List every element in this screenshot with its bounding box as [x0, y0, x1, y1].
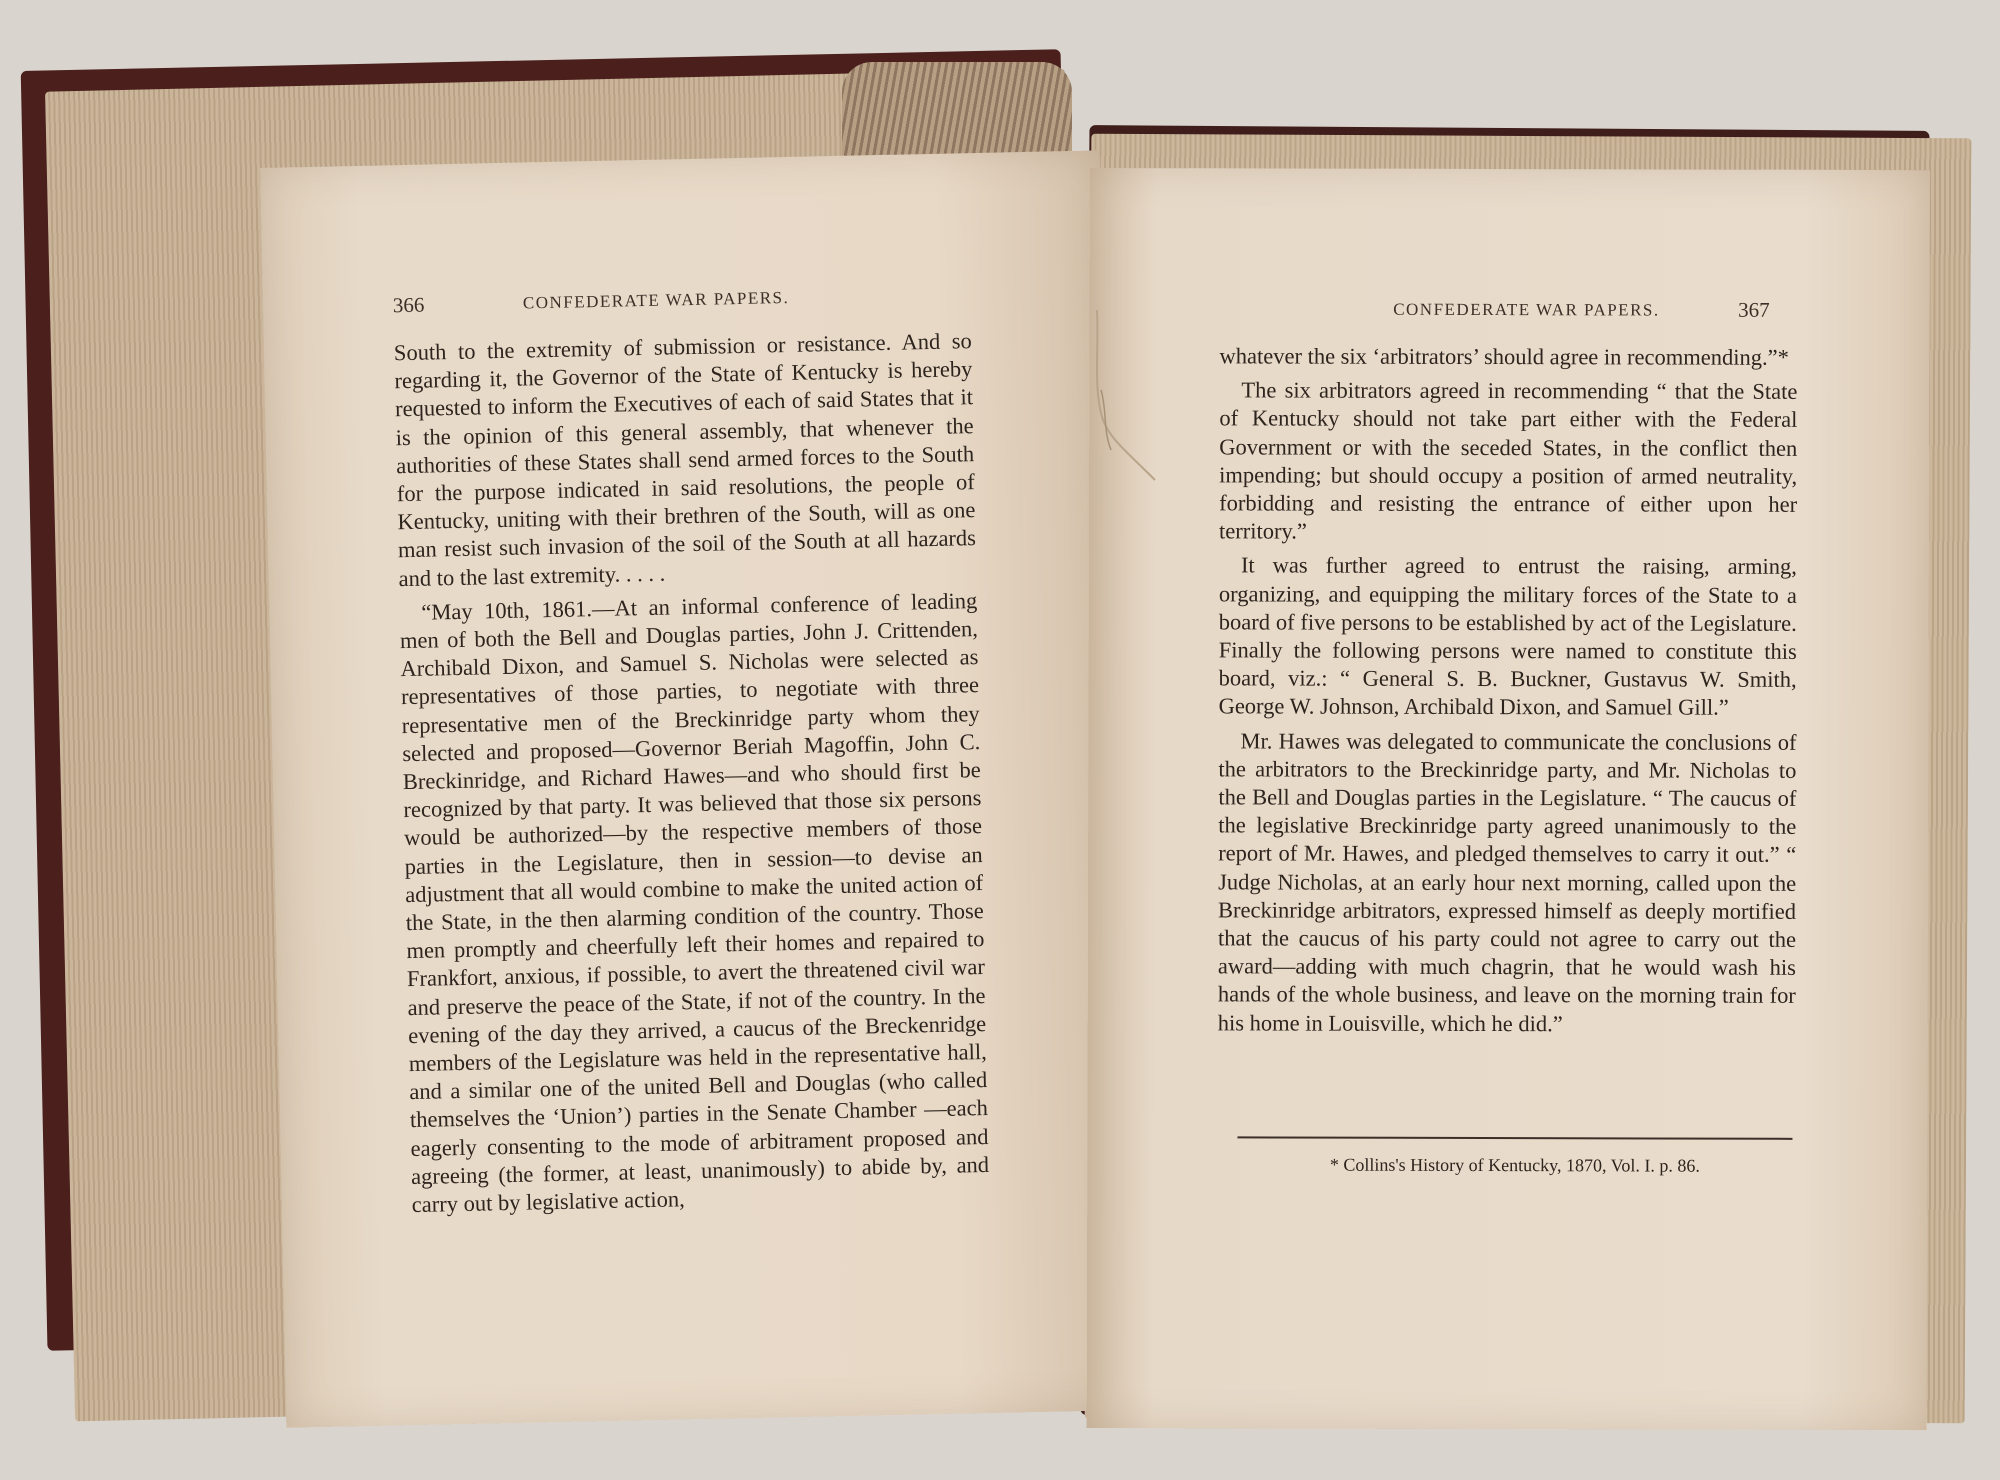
right-page-text: [1218, 342, 1798, 1038]
binding-thread-icon: [1085, 290, 1165, 490]
left-running-title: CONFEDERATE WAR PAPERS.: [522, 287, 790, 313]
footnote: * Collins's History of Kentucky, 1870, Vol. I. p. 86.: [1329, 1154, 1700, 1176]
right-running-head: [1220, 296, 1770, 327]
left-page: [260, 150, 1126, 1427]
right-paragraph: whatever the six ‘arbitrators’ should agree in recommending.”*: [1219, 343, 1789, 370]
left-page-text: [394, 327, 990, 1219]
right-paragraph: Mr. Hawes was delegated to communicate the conclusions of the arbitrators to the Breckinridge party, and Mr. Nicholas to the Bell and Douglas parties in the Legislature. “ The caucus of the legislative Breckinridge party agreed unanimously to the report of Mr. Hawes, and pledged themselves to carry it out.” “ Judge Nicholas, at an early hour next morning, called upon the Breckinridge arbitrators, expressed himself as deeply mortified that the caucus of his party could not agree to carry out the award—adding with much chagrin, that he would wash his hands of the whole business, and leave on the morning train for his home in Louisville, which he did.”: [1217, 728, 1797, 1036]
left-running-head: [393, 281, 964, 323]
right-paragraph: It was further agreed to entrust the raising, arming, organizing, and equipping the military forces of the State to a board of five persons to be established by act of the Legislature. Finally the following persons were named to constitute this board, viz.: “ General S. B. Buckner, Gustavus W. Smith, George W. Johnson, Archibald Dixon, and Samuel Gill.”: [1218, 552, 1797, 721]
footnote-rule: [1237, 1136, 1792, 1139]
left-page-number: 366: [392, 292, 425, 318]
right-page: [1087, 168, 1930, 1430]
right-running-title: CONFEDERATE WAR PAPERS.: [1393, 299, 1660, 320]
right-page-number: 367: [1738, 297, 1770, 322]
left-paragraph: South to the extremity of submission or resistance. And so regarding it, the Governor of the State of Kentucky is hereby requested to inform the Executives of each of said States that it is the opinion of this general assembly, that whenever the authorities of these States shall send armed forces to the South for the purpose indicated in said resolutions, the people of Kentucky, uniting with their brethren of the South, will as one man resist such invasion of the soil of the South at all hazards and to the last extremity. . . . .: [393, 328, 977, 591]
right-paragraph: The six arbitrators agreed in recommending “ that the State of Kentucky should not take part either with the Federal Government or with the seceded States, in the conflict then impending; but should occupy a position of armed neutrality, forbidding and resisting the entrance of either upon her territory.”: [1219, 377, 1798, 544]
left-paragraph: “May 10th, 1861.—At an informal conference of leading men of both the Bell and Douglas parties, John J. Crittenden, Archibald Dixon, and Samuel S. Nicholas were selected as representatives of those parties, to negotiate with three representative men of the Breckinridge party whom they selected and proposed—Governor Beriah Magoffin, John C. Breckinridge, and Richard Hawes—and who should first be recognized by that party. It was believed that those six persons would be authorized—by the respective members of those parties in the Legislature, then in session—to devise an adjustment that all would combine to make the united action of the State, in the then alarming condition of the country. Those men promptly and cheerfully left their homes and repaired to Frankfort, anxious, if possible, to avert the threatened civil war and preserve the peace of the State, if not of the country. In the evening of the day they arrived, a caucus of the Breckenridge members of the Legislature was held in the representative hall, and a similar one of the united Bell and Douglas (who called themselves the ‘Union’) parties in the Senate Chamber —each eagerly consenting to the mode of arbitrament proposed and agreeing (the former, at least, unanimously) to abide by, and carry out by legislative action,: [399, 587, 990, 1218]
